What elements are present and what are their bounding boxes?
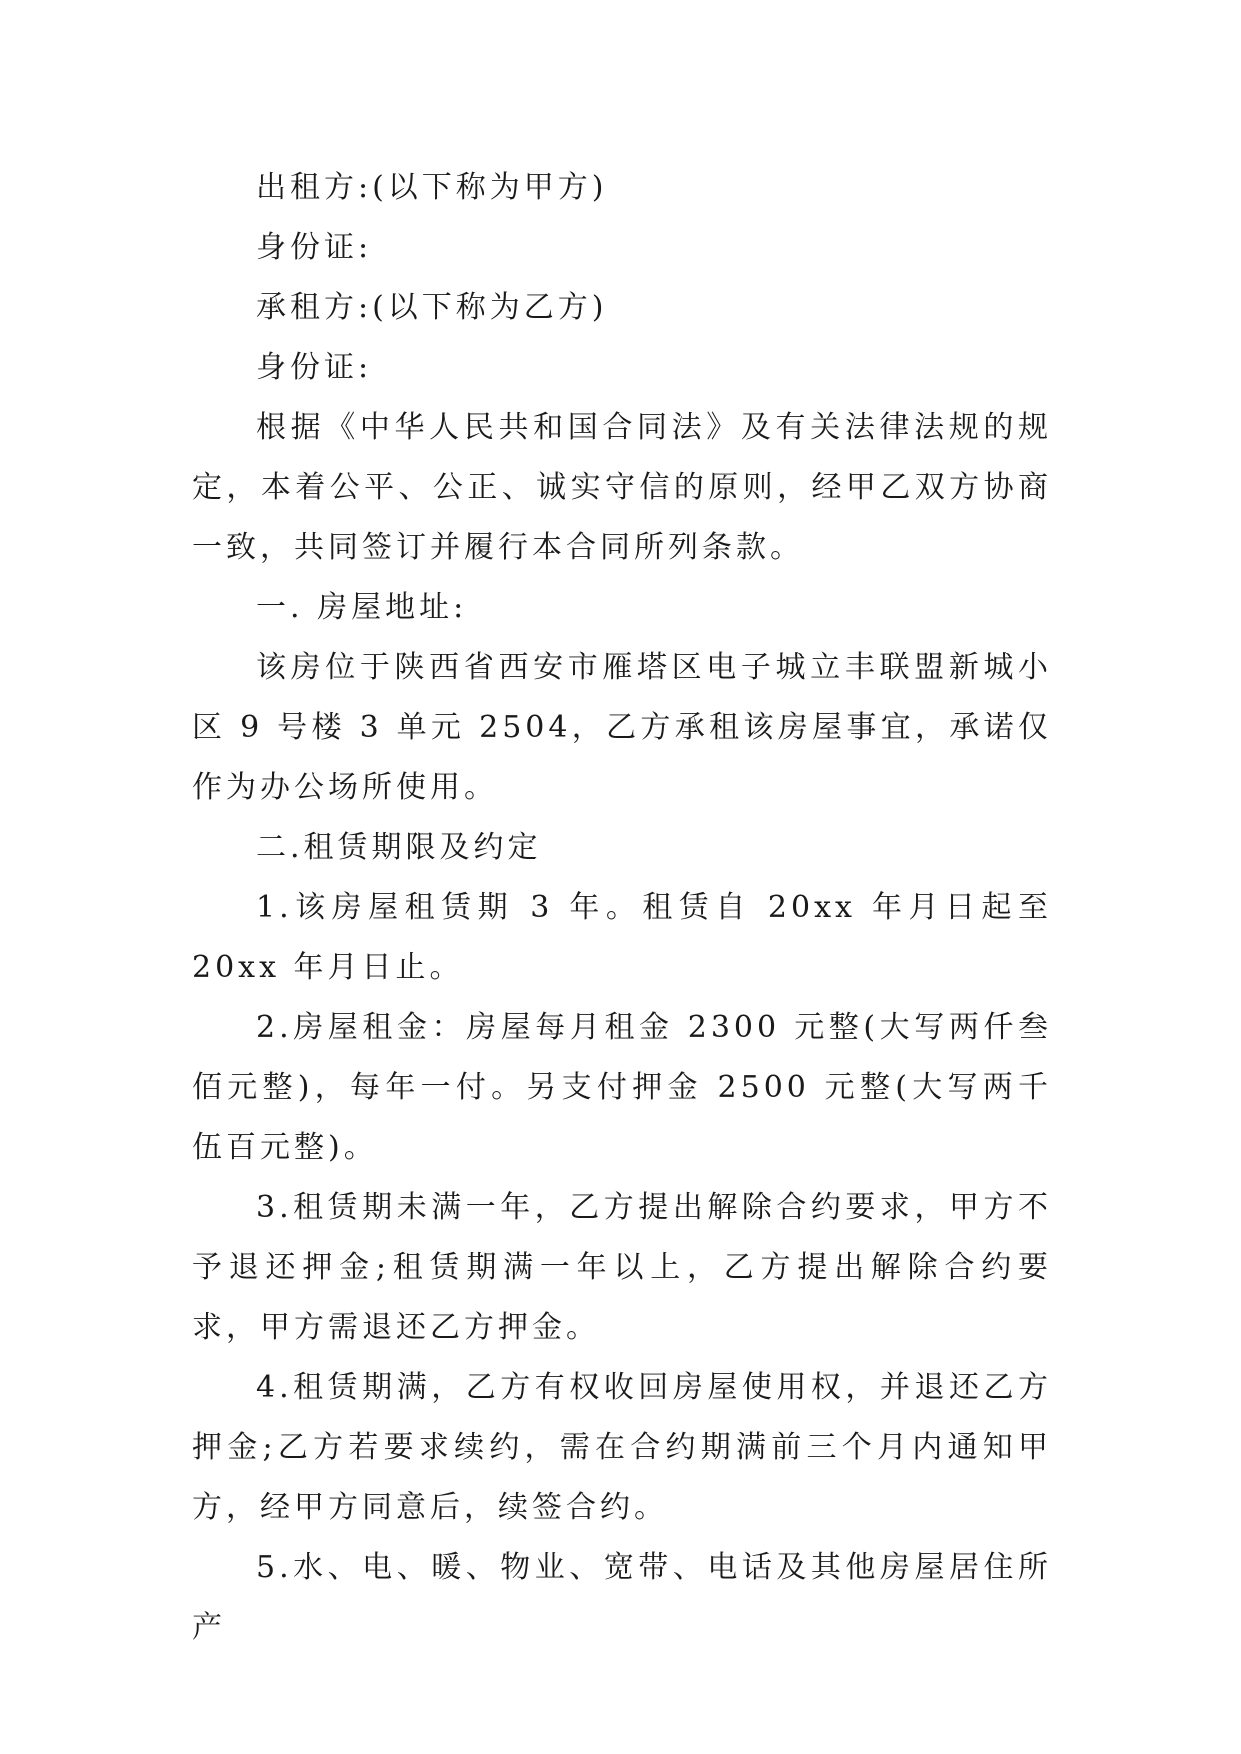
lessee-id-line: 身份证: [256,350,373,385]
section-heading-term: 二.租赁期限及约定 [256,830,542,865]
document-body [192,158,1052,1658]
clause-3: 3.租赁期未满一年，乙方提出解除合约要求，甲方不予退还押金;租赁期满一年以上，乙方提出解除合约要求，甲方需退还乙方押金。 [192,1190,1052,1345]
lessee-line: 承租方:(以下称为乙方) [256,290,608,325]
preamble-paragraph: 根据《中华人民共和国合同法》及有关法律法规的规定，本着公平、公正、诚实守信的原则，经甲乙双方协商一致，共同签订并履行本合同所列条款。 [192,410,1052,565]
lessor-id-line: 身份证: [256,230,373,265]
clause-4: 4.租赁期满，乙方有权收回房屋使用权，并退还乙方押金;乙方若要求续约，需在合约期满前三个月内通知甲方，经甲方同意后，续签合约。 [192,1370,1052,1525]
clause-5: 5.水、电、暖、物业、宽带、电话及其他房屋居住所产 [192,1550,1052,1645]
clause-1: 1.该房屋租赁期 3 年。租赁自 20xx 年月日起至 20xx 年月日止。 [192,890,1052,985]
section-heading-address: 一. 房屋地址: [256,590,468,625]
address-paragraph: 该房位于陕西省西安市雁塔区电子城立丰联盟新城小区 9 号楼 3 单元 2504，乙方承租该房屋事宜，承诺仅作为办公场所使用。 [192,650,1052,805]
clause-2: 2.房屋租金：房屋每月租金 2300 元整(大写两仟叁佰元整)，每年一付。另支付押金 2500 元整(大写两千伍百元整)。 [192,1010,1052,1165]
lessor-line: 出租方:(以下称为甲方) [256,170,608,205]
